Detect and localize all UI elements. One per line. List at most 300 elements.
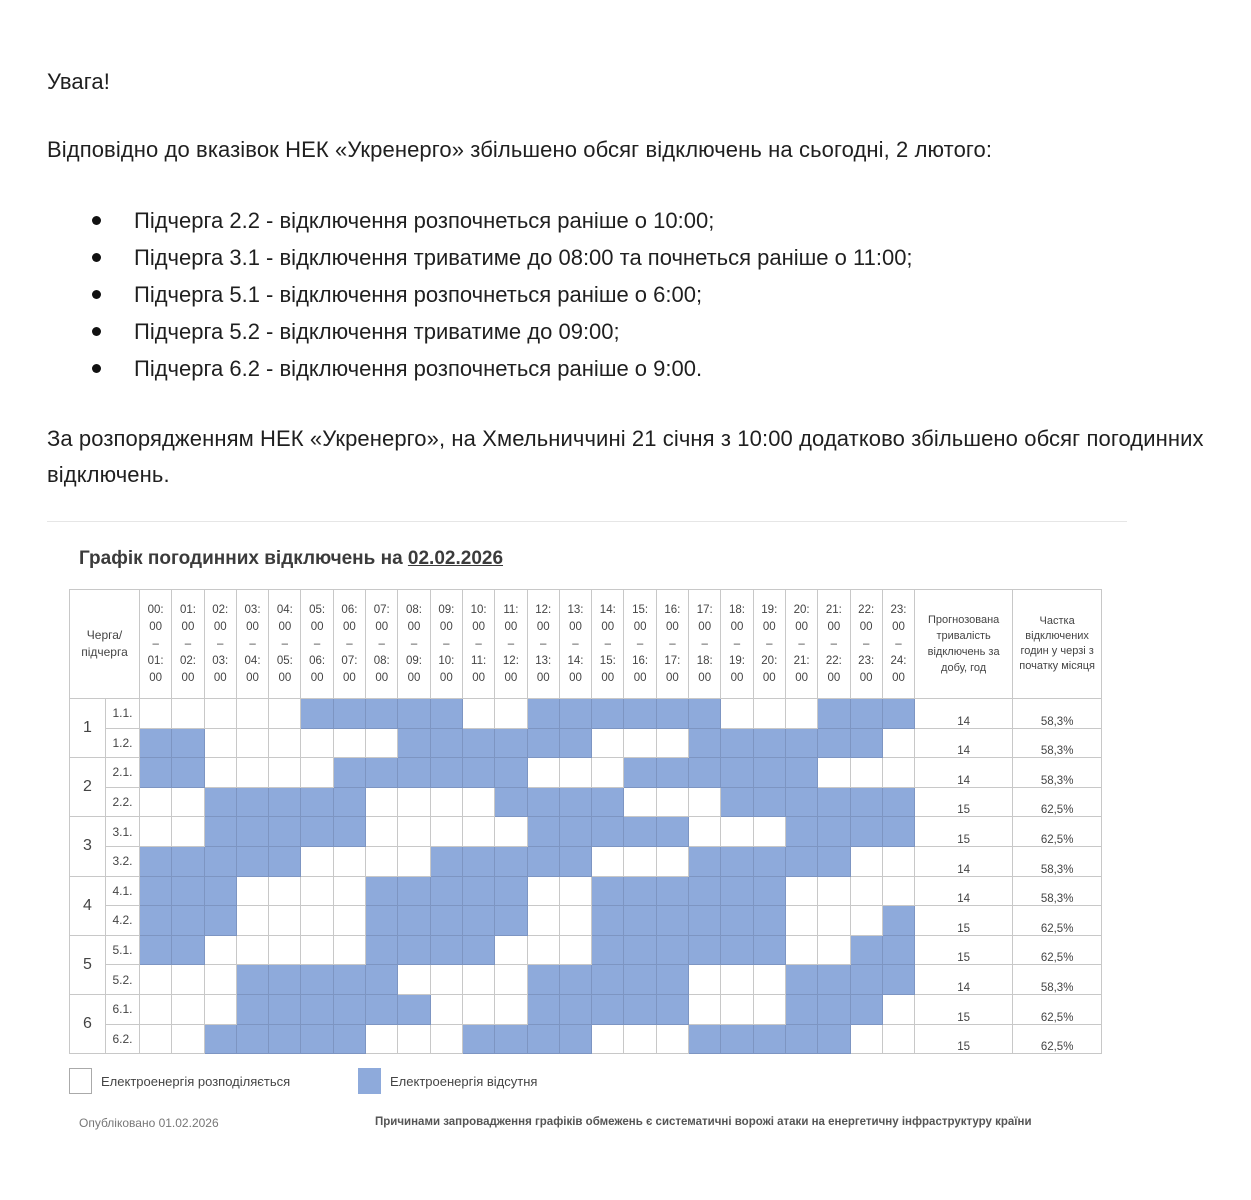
- hour-cell-outage: [430, 906, 462, 936]
- hour-header-part: 09:: [406, 654, 423, 667]
- hour-cell-power: [398, 846, 430, 876]
- hour-cell-power: [882, 1024, 914, 1054]
- queue-header-line1: Черга/: [86, 628, 123, 642]
- hour-cell-outage: [850, 699, 882, 729]
- hour-cell-outage: [753, 846, 785, 876]
- hour-header-part: 00: [601, 671, 615, 684]
- hour-cell-outage: [559, 817, 591, 847]
- subqueue-label: 6.1.: [106, 994, 140, 1024]
- hour-cell-power: [366, 728, 398, 758]
- subqueue-label: 2.1.: [106, 758, 140, 788]
- hour-header-part: 00: [698, 671, 712, 684]
- hour-header-part: –: [540, 637, 547, 650]
- hour-cell-power: [753, 965, 785, 995]
- table-row: [70, 758, 1102, 788]
- legend-power-on: [69, 1068, 290, 1094]
- share-value: 62,5%: [1013, 817, 1102, 847]
- hour-cell-outage: [624, 817, 656, 847]
- subqueue-label: 6.2.: [106, 1024, 140, 1054]
- hour-column-header: [495, 590, 527, 699]
- subqueue-label: 4.2.: [106, 906, 140, 936]
- duration-value: 15: [915, 906, 1013, 936]
- hour-column-header: [656, 590, 688, 699]
- legend-swatch-off: [358, 1068, 381, 1094]
- hour-cell-outage: [527, 699, 559, 729]
- hour-header-part: 06:: [341, 603, 358, 616]
- hour-cell-outage: [333, 994, 365, 1024]
- hour-cell-power: [236, 906, 268, 936]
- order-paragraph: За розпорядженням НЕК «Укренерго», на Хмельниччині 21 січня з 10:00 додатково збільшено обсяг погодинних відключень.: [47, 426, 1204, 487]
- hour-cell-outage: [495, 728, 527, 758]
- hour-cell-outage: [559, 1024, 591, 1054]
- hour-header-part: 01:: [179, 603, 196, 616]
- hour-cell-outage: [656, 906, 688, 936]
- hour-cell-outage: [753, 1024, 785, 1054]
- hour-cell-power: [430, 787, 462, 817]
- hour-column-header: [172, 590, 204, 699]
- hour-cell-power: [269, 728, 301, 758]
- subqueue-label: 1.1.: [106, 699, 140, 729]
- hour-cell-outage: [753, 906, 785, 936]
- hour-cell-outage: [204, 817, 236, 847]
- hour-cell-power: [269, 876, 301, 906]
- hour-header-part: –: [443, 637, 450, 650]
- hour-cell-outage: [753, 876, 785, 906]
- hour-column-header: [140, 590, 172, 699]
- hour-header-part: –: [281, 637, 289, 650]
- bullet-icon: [92, 290, 101, 299]
- hour-header-part: 00: [213, 620, 227, 633]
- hour-header-part: 10:: [438, 654, 455, 667]
- hour-cell-outage: [398, 699, 430, 729]
- hour-cell-power: [301, 758, 333, 788]
- hour-header-part: 00: [536, 671, 550, 684]
- duration-value: 15: [915, 787, 1013, 817]
- hour-cell-power: [753, 994, 785, 1024]
- hour-cell-power: [269, 758, 301, 788]
- hour-cell-outage: [172, 935, 204, 965]
- hour-cell-outage: [462, 876, 494, 906]
- bullet-icon: [92, 216, 101, 225]
- hour-cell-outage: [689, 728, 721, 758]
- hour-cell-power: [850, 846, 882, 876]
- hour-cell-outage: [140, 728, 172, 758]
- hour-cell-power: [140, 817, 172, 847]
- hour-cell-power: [495, 699, 527, 729]
- share-value: 58,3%: [1013, 846, 1102, 876]
- hour-header-part: 00: [666, 671, 679, 684]
- hour-cell-outage: [269, 994, 301, 1024]
- hour-cell-power: [269, 906, 301, 936]
- hour-cell-outage: [624, 906, 656, 936]
- legend-swatch-on: [69, 1068, 92, 1094]
- hour-header-part: 00: [375, 620, 389, 633]
- hour-cell-outage: [721, 758, 753, 788]
- hour-cell-power: [559, 876, 591, 906]
- hour-cell-outage: [333, 699, 365, 729]
- hour-cell-outage: [721, 876, 753, 906]
- hour-cell-outage: [495, 758, 527, 788]
- hour-header-part: 00: [472, 671, 486, 684]
- hour-header-part: 23:: [858, 654, 875, 667]
- legend-power-off: [358, 1068, 537, 1094]
- hour-header-part: –: [184, 637, 192, 650]
- hour-header-part: 14:: [567, 654, 584, 667]
- hour-header-part: 12:: [535, 603, 552, 616]
- hour-header-part: –: [830, 637, 838, 650]
- hour-cell-outage: [430, 876, 462, 906]
- hour-cell-outage: [462, 1024, 494, 1054]
- hour-cell-power: [366, 817, 398, 847]
- hour-header-part: –: [798, 637, 805, 650]
- hour-header-part: 00: [213, 671, 227, 684]
- hour-header-part: 19:: [728, 654, 745, 667]
- hour-cell-outage: [140, 846, 172, 876]
- hour-column-header: [236, 590, 268, 699]
- hour-cell-power: [172, 699, 204, 729]
- hour-cell-outage: [495, 787, 527, 817]
- hour-column-header: [818, 590, 850, 699]
- hour-cell-power: [172, 994, 204, 1024]
- hour-cell-power: [785, 906, 817, 936]
- hour-cell-outage: [140, 935, 172, 965]
- hour-cell-power: [592, 1024, 624, 1054]
- hour-cell-outage: [882, 787, 914, 817]
- share-value: 58,3%: [1013, 728, 1102, 758]
- duration-value: 15: [915, 935, 1013, 965]
- hour-cell-outage: [818, 728, 850, 758]
- subqueue-label: 5.1.: [106, 935, 140, 965]
- hour-header-part: –: [507, 637, 515, 650]
- hour-header-part: 04:: [244, 654, 261, 667]
- hour-header-part: 00: [892, 620, 905, 633]
- hour-cell-outage: [301, 965, 333, 995]
- hour-cell-outage: [172, 728, 204, 758]
- hour-cell-outage: [818, 817, 850, 847]
- hour-cell-outage: [366, 994, 398, 1024]
- hour-cell-outage: [785, 1024, 817, 1054]
- hour-cell-power: [592, 728, 624, 758]
- hour-cell-outage: [559, 965, 591, 995]
- table-row: [70, 817, 1102, 847]
- hour-cell-outage: [785, 994, 817, 1024]
- hour-cell-power: [559, 906, 591, 936]
- hour-cell-outage: [624, 758, 656, 788]
- hour-header-part: 00: [827, 671, 841, 684]
- hour-header-part: 00: [375, 671, 389, 684]
- hour-cell-outage: [753, 787, 785, 817]
- hour-cell-power: [624, 846, 656, 876]
- hour-cell-power: [721, 699, 753, 729]
- hour-cell-power: [301, 935, 333, 965]
- hour-cell-outage: [366, 935, 398, 965]
- hour-cell-power: [753, 817, 785, 847]
- hour-cell-outage: [462, 846, 494, 876]
- hour-header-part: 22:: [858, 603, 875, 616]
- hour-cell-outage: [527, 994, 559, 1024]
- hour-cell-outage: [527, 787, 559, 817]
- hour-header-part: 11:: [471, 654, 487, 667]
- hour-column-header: [753, 590, 785, 699]
- hour-cell-outage: [592, 699, 624, 729]
- hour-cell-outage: [689, 1024, 721, 1054]
- outage-schedule-table: [69, 589, 1102, 1054]
- hour-cell-outage: [140, 876, 172, 906]
- list-item: [47, 313, 913, 350]
- hour-cell-power: [462, 965, 494, 995]
- attention-heading: Увага!: [47, 69, 110, 94]
- hour-cell-outage: [850, 817, 882, 847]
- hour-cell-power: [430, 817, 462, 847]
- hour-cell-outage: [236, 994, 268, 1024]
- hour-cell-outage: [333, 817, 365, 847]
- hour-header-part: 07:: [341, 654, 358, 667]
- hour-cell-outage: [333, 787, 365, 817]
- hour-column-header: [559, 590, 591, 699]
- subqueue-label: 1.2.: [106, 728, 140, 758]
- hour-cell-power: [527, 876, 559, 906]
- hour-header-part: 15:: [599, 654, 616, 667]
- hour-cell-outage: [785, 787, 817, 817]
- hour-cell-outage: [592, 994, 624, 1024]
- hour-cell-outage: [495, 906, 527, 936]
- hour-header-part: 12:: [502, 654, 519, 667]
- hour-cell-outage: [527, 728, 559, 758]
- hour-header-part: 00: [439, 620, 453, 633]
- hour-column-header: [850, 590, 882, 699]
- hour-header-part: 00: [730, 671, 744, 684]
- hour-column-header: [689, 590, 721, 699]
- hour-cell-outage: [236, 965, 268, 995]
- hour-cell-outage: [882, 817, 914, 847]
- hour-cell-outage: [721, 906, 753, 936]
- hour-header-part: –: [701, 637, 708, 650]
- queue-number: 6: [70, 994, 106, 1053]
- hour-cell-outage: [656, 758, 688, 788]
- hour-header-part: 20:: [793, 603, 810, 616]
- hour-cell-power: [462, 817, 494, 847]
- hour-header-part: –: [862, 637, 870, 650]
- share-value: 62,5%: [1013, 994, 1102, 1024]
- hour-cell-outage: [559, 846, 591, 876]
- hour-cell-outage: [430, 846, 462, 876]
- hour-cell-power: [882, 994, 914, 1024]
- hour-cell-outage: [333, 758, 365, 788]
- hour-cell-outage: [753, 728, 785, 758]
- hour-column-header: [462, 590, 494, 699]
- hour-cell-outage: [462, 906, 494, 936]
- schedule-date: 02.02.2026: [407, 548, 504, 569]
- hour-cell-power: [204, 935, 236, 965]
- hour-header-part: 19:: [761, 603, 778, 616]
- hour-cell-outage: [882, 906, 914, 936]
- hour-cell-outage: [301, 994, 333, 1024]
- duration-value: 15: [915, 1024, 1013, 1054]
- subqueue-label: 3.2.: [106, 846, 140, 876]
- hour-header-part: 05:: [309, 603, 326, 616]
- hour-column-header: [398, 590, 430, 699]
- hour-cell-power: [527, 758, 559, 788]
- hour-header-part: 17:: [664, 654, 681, 667]
- hour-cell-outage: [172, 846, 204, 876]
- hour-cell-outage: [366, 699, 398, 729]
- hour-cell-power: [882, 846, 914, 876]
- table-row: [70, 994, 1102, 1024]
- hour-cell-outage: [559, 699, 591, 729]
- table-row: [70, 846, 1102, 876]
- hour-header-part: –: [475, 637, 482, 650]
- hour-column-header: [882, 590, 914, 699]
- table-row: [70, 728, 1102, 758]
- hour-header-part: 00: [310, 620, 324, 633]
- share-value: 62,5%: [1013, 787, 1102, 817]
- hour-cell-power: [818, 935, 850, 965]
- table-row: [70, 876, 1102, 906]
- hour-header-part: 10:: [470, 603, 487, 616]
- hour-cell-outage: [204, 876, 236, 906]
- hour-column-header: [269, 590, 301, 699]
- hour-cell-power: [301, 876, 333, 906]
- hour-header-part: 08:: [373, 654, 390, 667]
- table-header-row: [70, 590, 1102, 699]
- hour-header-part: 00: [762, 620, 776, 633]
- hour-column-header: [721, 590, 753, 699]
- legend-label-off: Електроенергія відсутня: [390, 1073, 538, 1089]
- hour-cell-outage: [366, 876, 398, 906]
- hour-cell-power: [850, 758, 882, 788]
- hour-cell-outage: [592, 906, 624, 936]
- hour-cell-power: [882, 728, 914, 758]
- hour-cell-power: [140, 1024, 172, 1054]
- hour-cell-outage: [269, 817, 301, 847]
- queue-number: 4: [70, 876, 106, 935]
- share-value: 62,5%: [1013, 1024, 1102, 1054]
- hour-header-part: 07:: [373, 603, 390, 616]
- hour-cell-power: [462, 787, 494, 817]
- hour-cell-outage: [236, 817, 268, 847]
- hour-cell-power: [140, 699, 172, 729]
- hour-header-part: 01:: [147, 654, 164, 667]
- duration-column-header: Прогнозована тривалість відключень за добу, год: [915, 590, 1013, 699]
- schedule-title-text: Графік погодинних відключень на: [79, 548, 403, 569]
- hour-cell-power: [721, 965, 753, 995]
- hour-cell-outage: [689, 935, 721, 965]
- hour-header-part: 13:: [567, 603, 584, 616]
- hour-cell-outage: [721, 787, 753, 817]
- share-column-header: Частка відключених годин у черзі з початку місяця: [1013, 590, 1102, 699]
- hour-cell-power: [204, 728, 236, 758]
- hour-cell-outage: [527, 846, 559, 876]
- hour-cell-power: [430, 965, 462, 995]
- hour-header-part: 13:: [535, 654, 552, 667]
- hour-header-part: –: [895, 637, 902, 650]
- hour-header-part: 08:: [406, 603, 423, 616]
- hour-cell-outage: [204, 906, 236, 936]
- queue-column-header: [70, 590, 140, 699]
- hour-cell-power: [366, 1024, 398, 1054]
- hour-header-part: –: [733, 637, 741, 650]
- hour-cell-outage: [850, 787, 882, 817]
- hour-cell-outage: [656, 994, 688, 1024]
- hour-cell-outage: [204, 787, 236, 817]
- hour-cell-outage: [140, 906, 172, 936]
- list-item-text: Підчерга 2.2 - відключення розпочнеться раніше о 10:00;: [134, 208, 715, 233]
- changes-list: [47, 202, 913, 387]
- hour-cell-outage: [721, 728, 753, 758]
- hour-header-part: 22:: [825, 654, 842, 667]
- hour-cell-outage: [624, 876, 656, 906]
- hour-cell-outage: [527, 965, 559, 995]
- share-value: 58,3%: [1013, 965, 1102, 995]
- hour-cell-outage: [204, 846, 236, 876]
- table-body: [70, 699, 1102, 1054]
- hour-header-part: 14:: [599, 603, 616, 616]
- hour-header-part: 00: [859, 620, 873, 633]
- hour-header-part: 00: [536, 620, 550, 633]
- hour-cell-outage: [172, 758, 204, 788]
- hour-cell-outage: [721, 1024, 753, 1054]
- hour-cell-outage: [398, 935, 430, 965]
- hour-cell-outage: [462, 728, 494, 758]
- hour-cell-power: [301, 906, 333, 936]
- hour-cell-outage: [592, 876, 624, 906]
- legend-label-on: Електроенергія розподіляється: [101, 1073, 291, 1089]
- hour-cell-outage: [301, 699, 333, 729]
- hour-cell-outage: [430, 699, 462, 729]
- list-item-text: Підчерга 3.1 - відключення триватиме до 08:00 та почнеться раніше о 11:00;: [134, 245, 913, 270]
- hour-cell-power: [818, 876, 850, 906]
- hour-cell-power: [462, 994, 494, 1024]
- hour-cell-outage: [656, 817, 688, 847]
- hour-header-part: –: [669, 637, 676, 650]
- queue-header-line2: підчерга: [81, 645, 128, 659]
- hour-cell-outage: [172, 906, 204, 936]
- hour-header-part: 09:: [438, 603, 455, 616]
- hour-header-part: 00: [795, 620, 808, 633]
- hour-cell-outage: [398, 728, 430, 758]
- hour-cell-outage: [689, 699, 721, 729]
- hour-cell-outage: [333, 965, 365, 995]
- hour-header-part: 04:: [276, 603, 293, 616]
- hour-cell-power: [366, 787, 398, 817]
- hour-header-part: –: [378, 637, 385, 650]
- hour-header-part: 00: [246, 671, 259, 684]
- hour-cell-outage: [689, 906, 721, 936]
- hour-cell-power: [333, 935, 365, 965]
- hour-header-part: 18:: [696, 654, 713, 667]
- hour-column-header: [592, 590, 624, 699]
- hour-cell-outage: [301, 817, 333, 847]
- hour-header-part: 02:: [179, 654, 196, 667]
- hour-header-part: 03:: [212, 654, 229, 667]
- hour-cell-power: [689, 817, 721, 847]
- hour-cell-power: [172, 817, 204, 847]
- hour-cell-outage: [430, 758, 462, 788]
- hour-cell-outage: [333, 1024, 365, 1054]
- hour-cell-outage: [462, 758, 494, 788]
- hour-cell-power: [721, 994, 753, 1024]
- hour-cell-power: [818, 906, 850, 936]
- hour-cell-power: [398, 787, 430, 817]
- hour-cell-outage: [850, 965, 882, 995]
- hour-header-part: 00: [181, 671, 195, 684]
- hour-cell-power: [430, 1024, 462, 1054]
- hour-cell-outage: [592, 817, 624, 847]
- intro-paragraph: Відповідно до вказівок НЕК «Укренерго» збільшено обсяг відключень на сьогодні, 2 лютого:: [47, 137, 993, 162]
- hour-header-part: 00: [149, 671, 163, 684]
- bullet-icon: [92, 327, 101, 336]
- hour-cell-outage: [398, 994, 430, 1024]
